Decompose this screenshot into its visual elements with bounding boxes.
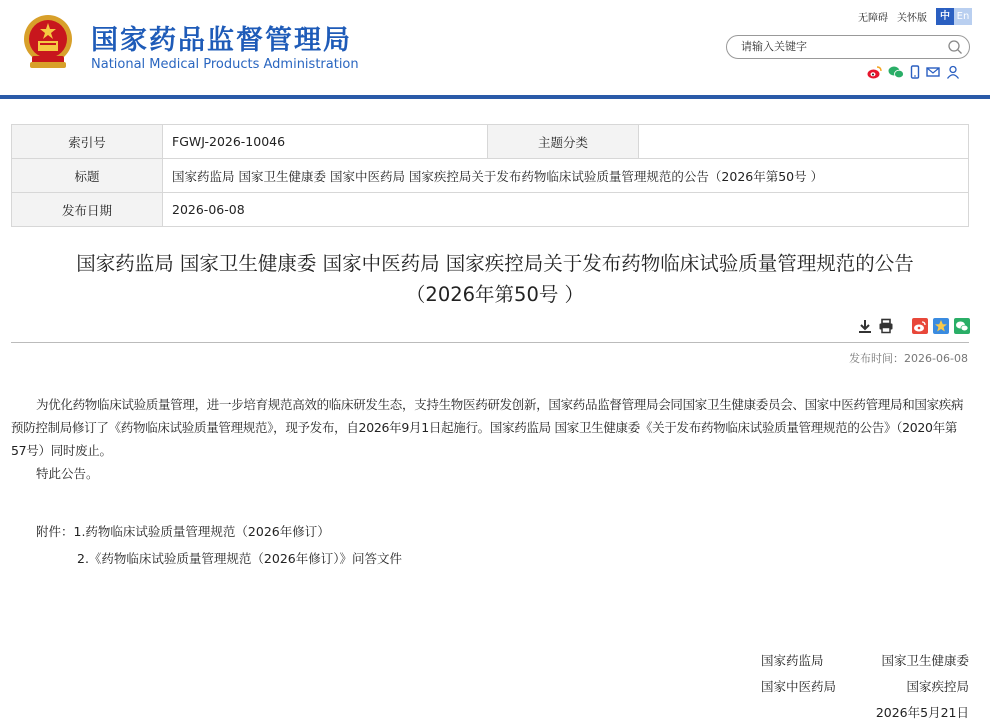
attachments [36,518,402,572]
site-name-en[interactable]: National Medical Products Administration [91,57,359,72]
document-meta-table [11,124,969,227]
search-icon[interactable] [947,39,963,55]
table-row [12,125,969,159]
site-header [0,0,990,100]
signer-nmpa: 国家药监局 [761,653,824,668]
article-paragraph: 为优化药物临床试验质量管理，进一步培育规范高效的临床研发生态，支持生物医药研发创新，国家药品监督管理局会同国家卫生健康委员会、国家中医药管理局和国家疾病预防控制局修订了《药物临床试验质量管理规范》，现予发布，自2026年9月1日起施行。国家药监局 国家卫生健康委《关于发布药物临床试验质量管理规范的公告》（2020年第57号）同时废止。 [11,397,964,458]
top-links [858,8,972,25]
sign-date: 2026年5月21日 [875,705,969,720]
weibo-icon[interactable] [867,65,882,79]
title-label: 标题 [12,159,163,193]
article-closing: 特此公告。 [36,466,99,481]
category-label: 主题分类 [488,125,639,159]
lang-en-button[interactable]: En [954,8,972,25]
signer-tcm: 国家中医药局 [761,679,837,694]
qzone-share-icon[interactable] [933,318,949,334]
date-value: 2026-06-08 [163,193,969,227]
table-row [12,193,969,227]
mail-icon[interactable] [926,66,940,78]
weibo-share-icon[interactable] [912,318,928,334]
wechat-share-icon[interactable] [954,318,970,334]
article-toolbar [857,318,970,334]
signer-cdc: 国家疾控局 [906,679,969,694]
signers-right [876,648,969,720]
date-label: 发布日期 [12,193,163,227]
social-links [867,65,960,79]
title-divider [11,342,969,343]
title-value: 国家药监局 国家卫生健康委 国家中医药局 国家疾控局关于发布药物临床试验质量管理规范的公告（2026年第50号 ） [163,159,969,193]
article-title-line1: 国家药监局 国家卫生健康委 国家中医药局 国家疾控局关于发布药物临床试验质量管理规范的公告 [76,252,914,275]
download-icon[interactable] [857,318,873,334]
print-icon[interactable] [878,318,894,334]
wechat-icon[interactable] [888,65,904,79]
signer-nhc: 国家卫生健康委 [881,653,969,668]
attachment-link-2[interactable]: 2.《药物临床试验质量管理规范（2026年修订）》问答文件 [77,551,402,566]
attachment-link-1[interactable]: 附件：1.药物临床试验质量管理规范（2026年修订） [36,524,330,539]
user-icon[interactable] [946,65,960,79]
accessibility-link[interactable]: 无障碍 [858,13,888,24]
signers-left [761,648,836,700]
site-name-cn[interactable]: 国家药品监督管理局 [91,25,352,56]
index-label: 索引号 [12,125,163,159]
elder-mode-link[interactable]: 关怀版 [897,13,927,24]
header-divider [0,95,990,99]
mobile-icon[interactable] [910,65,920,79]
language-switch [936,8,972,25]
article-title-line2: （2026年第50号 ） [405,283,585,306]
national-emblem-icon [22,12,74,70]
article-body [11,393,971,485]
lang-zh-button[interactable]: 中 [936,8,954,25]
publish-time: 发布时间：2026-06-08 [849,352,968,365]
article-title [0,248,990,310]
category-value [639,125,969,159]
search-input[interactable] [741,39,941,55]
table-row [12,159,969,193]
index-value: FGWJ-2026-10046 [163,125,488,159]
search-box [726,35,970,59]
